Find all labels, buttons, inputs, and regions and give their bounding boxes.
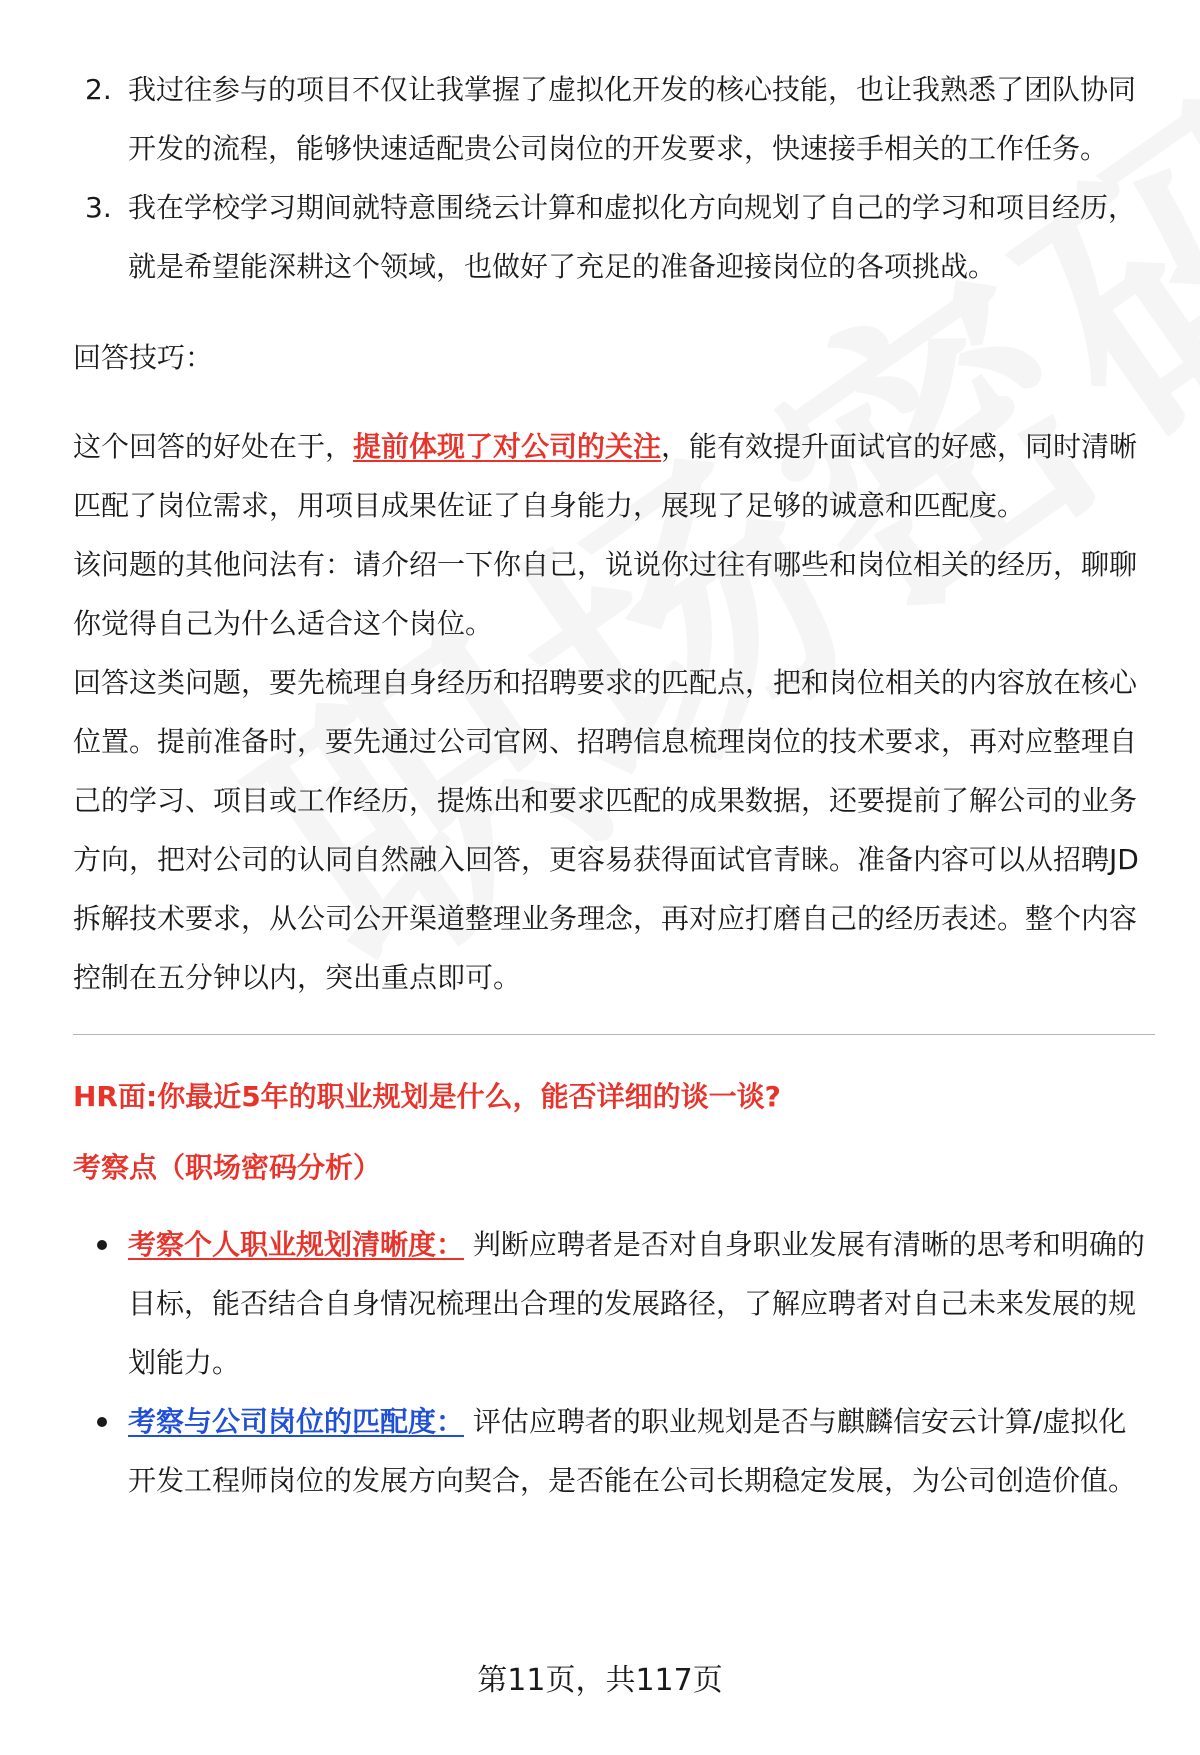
bullet-text: 评估应聘者的职业规划是否与麒麟信安云计算/虚拟化开发工程师岗位的发展方向契合，是否能在公司长期稳定发展，为公司创造价值。 (128, 1405, 1137, 1497)
list-item (73, 60, 1153, 178)
list-item-text: 我在学校学习期间就特意围绕云计算和虚拟化方向规划了自己的学习和项目经历，就是希望能深耕这个领域，也做好了充足的准备迎接岗位的各项挑战。 (128, 191, 1137, 283)
list-item-number: 2. (85, 73, 112, 106)
analysis-heading: 考察点（职场密码分析） (73, 1151, 382, 1184)
numbered-list (73, 60, 1153, 296)
page-footer: 第11页，共117页 (477, 1663, 723, 1698)
question-heading: HR面:你最近5年的职业规划是什么，能否详细的谈一谈? (73, 1080, 781, 1113)
bullet-item (73, 1392, 1153, 1510)
bullet-text: 判断应聘者是否对自身职业发展有清晰的思考和明确的目标，能否结合自身情况梳理出合理的发展路径，了解应聘者对自己未来发展的规划能力。 (128, 1228, 1145, 1379)
bullet-dot-icon (97, 1417, 107, 1427)
list-item (73, 178, 1153, 296)
page-content (73, 60, 1153, 1510)
tip-para1-before: 这个回答的好处在于， (73, 430, 354, 463)
bullet-list (73, 1215, 1153, 1510)
tip-paragraph-2: 该问题的其他问法有：请介绍一下你自己，说说你过往有哪些和岗位相关的经历，聊聊你觉得自己为什么适合这个岗位。 (73, 548, 1138, 640)
bullet-lead: 考察与公司岗位的匹配度： (128, 1405, 465, 1438)
tip-paragraph-3: 回答这类问题，要先梳理自身经历和招聘要求的匹配点，把和岗位相关的内容放在核心位置。提前准备时，要先通过公司官网、招聘信息梳理岗位的技术要求，再对应整理自己的学习、项目或工作经历，提炼出和要求匹配的成果数据，还要提前了解公司的业务方向，把对公司的认同自然融入回答，更容易获得面试官青睐。准备内容可以从招聘JD拆解技术要求，从公司公开渠道整理业务理念，再对应打磨自己的经历表述。整个内容控制在五分钟以内，突出重点即可。 (73, 666, 1139, 994)
bullet-item (73, 1215, 1153, 1392)
bullet-dot-icon (97, 1240, 107, 1250)
tip-para1-highlight: 提前体现了对公司的关注 (353, 430, 662, 463)
tip-paragraph-1 (73, 417, 1153, 535)
list-item-number: 3. (85, 191, 112, 224)
list-item-text: 我过往参与的项目不仅让我掌握了虚拟化开发的核心技能，也让我熟悉了团队协同开发的流程，能够快速适配贵公司岗位的开发要求，快速接手相关的工作任务。 (128, 73, 1137, 165)
tip-label: 回答技巧： (73, 341, 214, 374)
bullet-lead: 考察个人职业规划清晰度： (128, 1228, 465, 1261)
tip-para1-after: ，能有效提升面试官的好感，同时清晰匹配了岗位需求，用项目成果佐证了自身能力，展现了足够的诚意和匹配度。 (73, 430, 1138, 522)
section-divider (73, 1034, 1155, 1035)
